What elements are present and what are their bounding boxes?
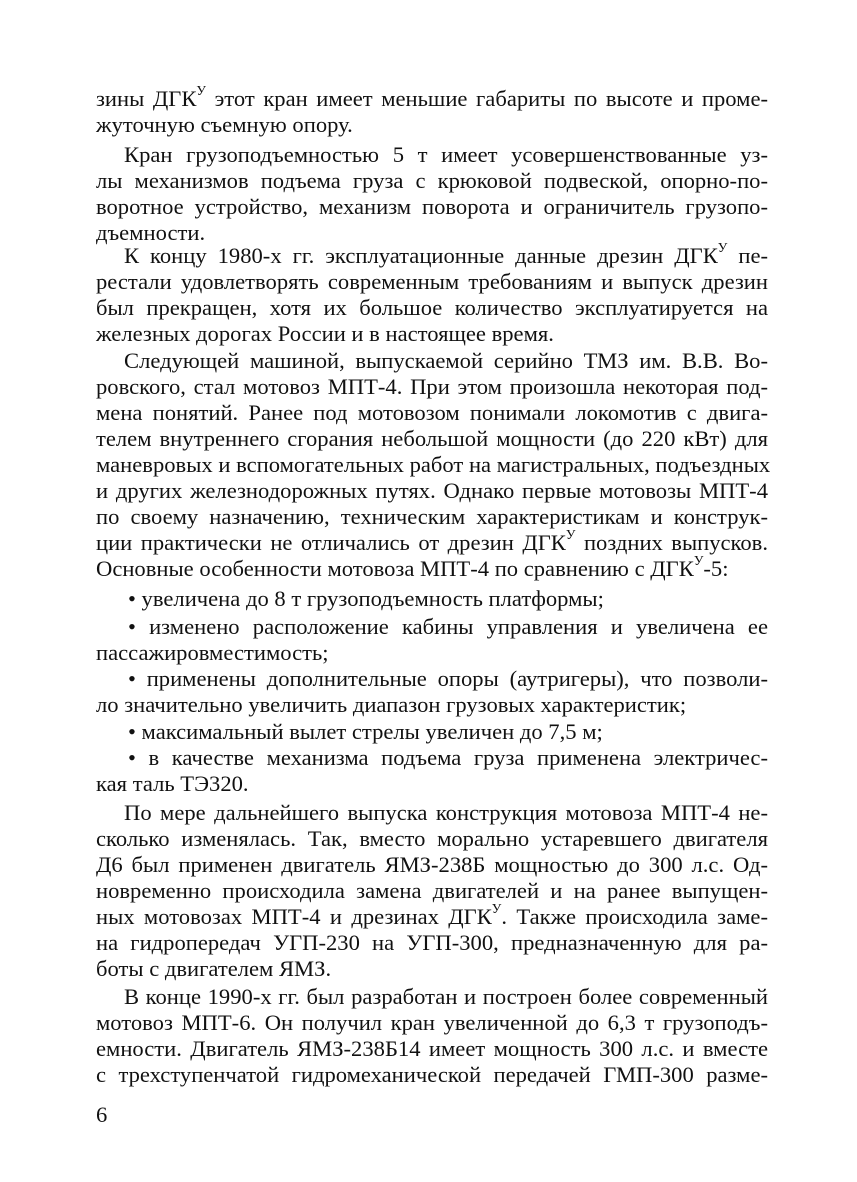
text-line [96, 452, 771, 478]
text-run: • применены дополнительные опоры (аутригеры), что позволи- [128, 666, 768, 691]
text-line [96, 930, 768, 956]
text-run: • в качестве механизма подъема груза применена электричес- [128, 745, 768, 770]
text-run: и других железнодорожных путях. Однако первые мотовозы МПТ-4 [96, 478, 768, 503]
text-line [124, 142, 768, 168]
text-line [124, 348, 768, 374]
text-run: мена понятий. Ранее под мотовозом понимали локомотив с двига- [96, 400, 768, 425]
text-line [96, 374, 768, 400]
text-run: дъемности. [96, 220, 206, 245]
text-line [96, 1036, 768, 1062]
superscript: У [491, 901, 502, 917]
superscript: У [693, 553, 704, 569]
text-line [96, 1010, 768, 1036]
text-line [96, 478, 768, 504]
text-run: . Также происходила заме- [501, 904, 768, 929]
text-run: ных мотовозах МПТ-4 и дрезинах ДГК [96, 904, 492, 929]
text-run: жуточную съемную опору. [96, 112, 353, 137]
text-run: на гидропередач УГП-230 на УГП-300, предназначенную для ра- [96, 930, 768, 955]
bullet-item [128, 586, 768, 612]
text-run: маневровых и вспомогательных работ на магистральных, подъездных [96, 452, 771, 477]
page-number: 6 [96, 1102, 108, 1127]
text-line [96, 956, 768, 982]
text-line [96, 878, 768, 904]
bullet-item [128, 666, 768, 692]
text-run: зины ДГК [96, 86, 197, 111]
text-line [96, 640, 768, 666]
text-line [96, 826, 768, 852]
text-run: • увеличена до 8 т грузоподъемность платформы; [128, 586, 604, 611]
text-run: железных дорогах России и в настоящее время. [96, 321, 554, 346]
text-run: этот кран имеет меньшие габариты по высоте и проме- [206, 86, 768, 111]
text-line [96, 194, 768, 220]
text-line [96, 426, 768, 452]
text-line [96, 553, 768, 582]
text-run: новременно происходила замена двигателей и на ранее выпущен- [96, 878, 768, 903]
text-line [96, 321, 768, 347]
text-line [96, 295, 768, 321]
text-line [96, 168, 768, 194]
text-run: воротное устройство, механизм поворота и ограничитель грузопо- [96, 194, 768, 219]
text-run: мотовоз МПТ-6. Он получил кран увеличенной до 6,3 т грузоподъ- [96, 1010, 768, 1035]
text-run: сколько изменялась. Так, вместо морально устаревшего двигателя [96, 826, 768, 851]
text-run: ло значительно увеличить диапазон грузовых характеристик; [96, 692, 687, 717]
text-run: емности. Двигатель ЯМЗ-238Б14 имеет мощность 300 л.с. и вместе [96, 1036, 768, 1061]
text-line [96, 400, 768, 426]
text-line [124, 800, 768, 826]
text-run: рестали удовлетворять современным требованиям и выпуск дрезин [96, 269, 768, 294]
text-line [96, 852, 768, 878]
text-run: боты с двигателем ЯМЗ. [96, 956, 332, 981]
text-run: телем внутреннего сгорания небольшой мощности (до 220 кВт) для [96, 426, 768, 451]
text-run: К концу 1980-х гг. эксплуатационные данные дрезин ДГК [124, 243, 718, 268]
text-run: ции практически не отличались от дрезин ДГК [96, 530, 566, 555]
text-line [124, 984, 768, 1010]
text-run: пе- [727, 243, 769, 268]
superscript: У [717, 240, 728, 256]
bullet-item [128, 719, 768, 745]
text-line [96, 112, 768, 138]
text-run: кая таль ТЭ320. [96, 771, 249, 796]
text-run: Основные особенности мотовоза МПТ-4 по сравнению с ДГК [96, 556, 694, 581]
text-run: В конце 1990-х гг. был разработан и построен более современный [124, 984, 768, 1009]
text-line [124, 240, 769, 269]
text-run: с трехступенчатой гидромеханической передачей ГМП-300 разме- [96, 1062, 768, 1087]
text-line [96, 527, 769, 556]
text-line [96, 504, 768, 530]
text-line [96, 83, 768, 112]
text-run: ровского, стал мотовоз МПТ-4. При этом произошла некоторая под- [96, 374, 768, 399]
text-line [96, 1062, 768, 1088]
text-run: поздних выпусков. [575, 530, 769, 555]
text-run: лы механизмов подъема груза с крюковой подвеской, опорно-по- [96, 168, 768, 193]
text-run: По мере дальнейшего выпуска конструкция мотовоза МПТ-4 не- [124, 800, 768, 825]
bullet-item [128, 745, 768, 771]
text-line [96, 269, 768, 295]
superscript: У [196, 83, 207, 99]
superscript: У [565, 527, 576, 543]
text-run: -5: [703, 556, 729, 581]
text-run: Кран грузоподъемностью 5 т имеет усовершенствованные уз- [124, 142, 768, 167]
text-run: пассажировместимость; [96, 640, 329, 665]
text-run: • максимальный вылет стрелы увеличен до 7,5 м; [128, 719, 603, 744]
text-line [96, 901, 768, 930]
text-line [96, 692, 768, 718]
text-run: Следующей машиной, выпускаемой серийно ТМЗ им. В.В. Во- [124, 348, 768, 373]
text-line [96, 771, 768, 797]
text-run: Д6 был применен двигатель ЯМЗ-238Б мощностью до 300 л.с. Од- [96, 852, 768, 877]
text-run: по своему назначению, техническим характеристикам и конструк- [96, 504, 768, 529]
bullet-item [128, 614, 768, 640]
text-run: • изменено расположение кабины управления и увеличена ее [128, 614, 768, 639]
text-run: был прекращен, хотя их большое количество эксплуатируется на [96, 295, 768, 320]
